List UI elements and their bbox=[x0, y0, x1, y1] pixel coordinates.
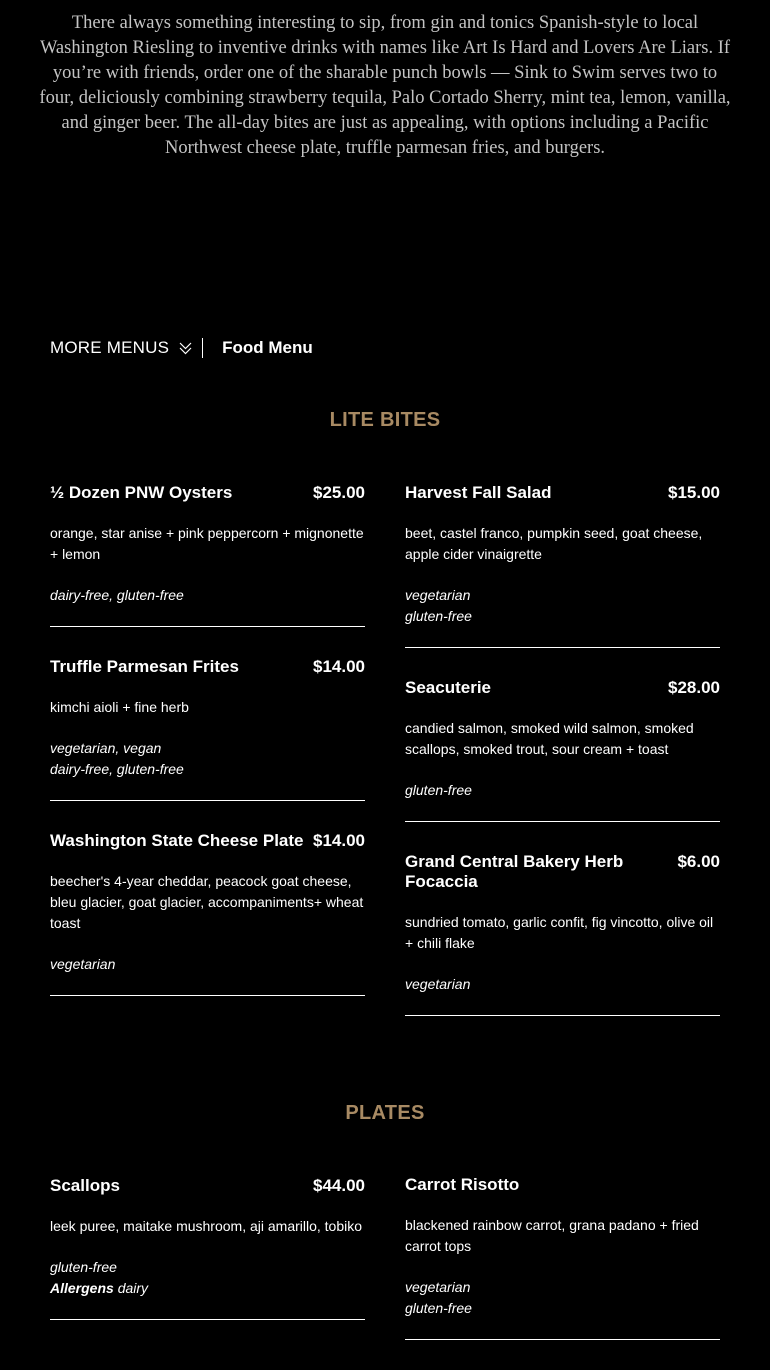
item-price: $14.00 bbox=[313, 657, 365, 676]
dietary-tags: vegetarian bbox=[405, 976, 471, 992]
item-price: $14.00 bbox=[313, 831, 365, 850]
menu-item bbox=[50, 1176, 365, 1320]
dietary-tags: gluten-free bbox=[405, 1300, 472, 1316]
dietary-tags: vegetarian, vegan bbox=[50, 740, 162, 756]
dietary-tags: gluten-free bbox=[405, 608, 472, 624]
menu-item bbox=[50, 657, 365, 801]
item-price: $6.00 bbox=[677, 852, 720, 871]
item-description: candied salmon, smoked wild salmon, smoked scallops, smoked trout, sour cream + toast bbox=[405, 720, 694, 757]
item-name: Scallops bbox=[50, 1176, 120, 1195]
item-price: $44.00 bbox=[313, 1176, 365, 1195]
more-menus-dropdown[interactable] bbox=[50, 338, 203, 358]
item-dietary bbox=[50, 954, 365, 975]
item-dietary bbox=[50, 738, 365, 780]
item-description: beet, castel franco, pumpkin seed, goat cheese, apple cider vinaigrette bbox=[405, 525, 703, 562]
more-menus-label: MORE MENUS bbox=[50, 338, 170, 357]
item-description: leek puree, maitake mushroom, aji amarillo, tobiko bbox=[50, 1218, 363, 1234]
item-dietary bbox=[405, 974, 720, 995]
allergens-label: Allergens bbox=[50, 1280, 114, 1296]
allergens-line bbox=[50, 1278, 365, 1299]
item-description: blackened rainbow carrot, grana padano + fried carrot tops bbox=[405, 1217, 699, 1254]
item-dietary bbox=[50, 1257, 365, 1299]
menu-item bbox=[50, 831, 365, 996]
item-dietary bbox=[50, 585, 365, 606]
item-description: beecher's 4-year cheddar, peacock goat cheese, bleu glacier, goat glacier, accompaniments+ wheat toast bbox=[50, 873, 364, 931]
chevron-down-icon bbox=[179, 341, 192, 355]
item-description: orange, star anise + pink peppercorn + mignonette + lemon bbox=[50, 525, 364, 562]
plates-left-column bbox=[50, 1176, 365, 1350]
item-name: Washington State Cheese Plate bbox=[50, 831, 304, 850]
dietary-tags: dairy-free, gluten-free bbox=[50, 761, 184, 777]
dietary-tags: vegetarian bbox=[405, 1279, 471, 1295]
dietary-tags: gluten-free bbox=[50, 1259, 117, 1275]
allergens-value: dairy bbox=[117, 1280, 149, 1296]
item-name: Seacuterie bbox=[405, 678, 491, 697]
menu-item bbox=[50, 483, 365, 627]
item-price: $25.00 bbox=[313, 483, 365, 502]
item-description: kimchi aioli + fine herb bbox=[50, 699, 189, 715]
item-dietary bbox=[405, 585, 720, 627]
item-name: Carrot Risotto bbox=[405, 1175, 520, 1194]
menu-nav bbox=[50, 337, 313, 359]
dietary-tags: gluten-free bbox=[405, 782, 472, 798]
plates-right-column bbox=[405, 1175, 720, 1370]
dietary-tags: vegetarian bbox=[50, 956, 116, 972]
item-price: $28.00 bbox=[668, 678, 720, 697]
item-price: $15.00 bbox=[668, 483, 720, 502]
item-description: sundried tomato, garlic confit, fig vincotto, olive oil + chili flake bbox=[405, 914, 714, 951]
intro-paragraph: There always something interesting to sip, from gin and tonics Spanish-style to local Washington Riesling to inventive drinks with names like Art Is Hard and Lovers Are Liars. If you’re with friends, order one of the sharable punch bowls — Sink to Swim serves two to four, deliciously combining strawberry tequila, Palo Cortado Sherry, mint tea, lemon, vanilla, and ginger beer. The all-day bites are just as appealing, with options including a Pacific Northwest cheese plate, truffle parmesan fries, and burgers. bbox=[39, 13, 731, 158]
item-name: Harvest Fall Salad bbox=[405, 483, 552, 502]
menu-item bbox=[405, 678, 720, 822]
lite-bites-left-column bbox=[50, 483, 365, 1026]
current-menu-link[interactable]: Food Menu bbox=[222, 338, 313, 357]
item-name: Truffle Parmesan Frites bbox=[50, 657, 239, 676]
item-dietary bbox=[405, 780, 720, 801]
lite-bites-right-column bbox=[405, 483, 720, 1046]
dietary-tags: vegetarian bbox=[405, 587, 471, 603]
menu-item bbox=[405, 852, 720, 1016]
dietary-tags: dairy-free, gluten-free bbox=[50, 587, 184, 603]
section-title-plates: PLATES bbox=[345, 1102, 425, 1124]
section-title-lite-bites: LITE BITES bbox=[329, 409, 441, 431]
menu-item bbox=[405, 483, 720, 648]
menu-item bbox=[405, 1175, 720, 1340]
item-name: ½ Dozen PNW Oysters bbox=[50, 483, 233, 502]
item-dietary bbox=[405, 1277, 720, 1319]
item-name: Grand Central Bakery Herb Focaccia bbox=[405, 852, 624, 891]
